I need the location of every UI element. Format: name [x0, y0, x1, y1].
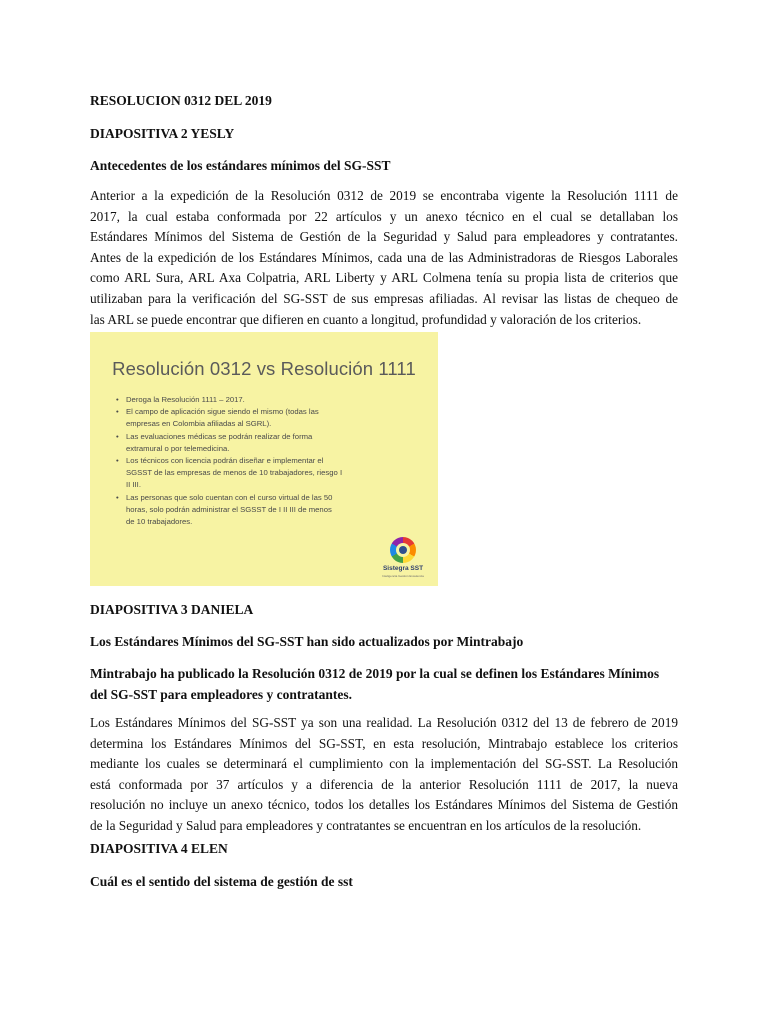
section-heading-antecedentes: Antecedentes de los estándares mínimos del SG-SST: [90, 158, 391, 173]
paragraph-line: resolución no incluye un anexo técnico, todos los detalles los Estándares Mínimos del Sistema de Gestión: [90, 797, 678, 813]
paragraph-line: mediante los cuales se determinará el cumplimiento con la implementación del SG-SST. La Resolución: [90, 756, 678, 772]
paragraph-line: Los Estándares Mínimos del SG-SST ya son una realidad. La Resolución 0312 del 13 de febrero de 2019: [90, 715, 678, 730]
bullet-icon: •: [116, 431, 119, 441]
slide-bullet-item: [116, 455, 421, 492]
slide-image: [90, 332, 438, 586]
document-title: RESOLUCION 0312 DEL 2019: [90, 93, 272, 108]
section-heading-sentido: Cuál es el sentido del sistema de gestión de sst: [90, 874, 353, 889]
logo-name: Sistegra SST: [382, 565, 424, 572]
paragraph-line: del SG-SST para empleadores y contratantes.: [90, 687, 353, 702]
slide-bullet-text: Las personas que solo cuentan con el curso virtual de las 50: [126, 492, 333, 502]
slide-bullet-item: [116, 394, 421, 406]
slide-bullet-text: empresas en Colombia afiliadas al SGRL).: [126, 419, 272, 429]
slide-bullet-text: de 10 trabajadores.: [126, 517, 193, 527]
slide-bullet-text: II III.: [126, 480, 141, 490]
slide-3-heading: DIAPOSITIVA 3 DANIELA: [90, 602, 254, 617]
slide-bullet-list: [116, 394, 421, 528]
logo-tagline: Inteligencia Gestión Excelencia: [382, 574, 424, 578]
paragraph-line: como ARL Sura, ARL Axa Colpatria, ARL Liberty y ARL Colmena tenía su propia lista de criterios que: [90, 270, 678, 286]
paragraph-line: Mintrabajo ha publicado la Resolución 0312 de 2019 por la cual se definen los Estándares Mínimos: [90, 666, 660, 681]
bullet-icon: •: [116, 492, 119, 502]
slide-bullet-text: SGSST de las empresas de menos de 10 trabajadores, riesgo I: [126, 468, 343, 478]
paragraph-estandares: [90, 713, 678, 837]
slide-bullet-text: horas, solo podrán administrar el SGSST de I II III de menos: [126, 504, 332, 514]
bullet-icon: •: [116, 456, 119, 466]
slide-bullet-text: El campo de aplicación sigue siendo el mismo (todas las: [126, 407, 319, 417]
paragraph-line: 2017, la cual estaba conformada por 22 artículos y un anexo técnico en el cual se detallaban los: [90, 208, 678, 224]
slide-bullet-text: Deroga la Resolución 1111 – 2017.: [126, 395, 245, 404]
paragraph-line: de la Seguridad y Salud para empleadores y contratantes se encuentran en los artículos de la resolución.: [90, 817, 642, 833]
paragraph-antecedentes: [90, 186, 678, 330]
slide-title: Resolución 0312 vs Resolución 1111: [112, 358, 416, 379]
slide-bullet-item: [116, 431, 421, 455]
slide-bullet-text: Los técnicos con licencia podrán diseñar e implementar el: [126, 456, 324, 466]
slide-2-heading: DIAPOSITIVA 2 YESLY: [90, 126, 235, 141]
slide-bullet-item: [116, 492, 421, 529]
bold-paragraph-mintrabajo: [90, 663, 678, 705]
slide-4-heading: DIAPOSITIVA 4 ELEN: [90, 841, 228, 856]
sistegra-logo-icon: [390, 537, 416, 563]
paragraph-line: Estándares Mínimos del Sistema de Gestión de la Seguridad y Salud para empleadores y contratantes.: [90, 229, 678, 245]
paragraph-line: determina los Estándares Mínimos del SG-SST, en esta resolución, Mintrabajo establece los criterios: [90, 735, 678, 751]
section-heading-actualizados: Los Estándares Mínimos del SG-SST han sido actualizados por Mintrabajo: [90, 634, 524, 649]
bullet-icon: •: [116, 407, 119, 417]
sistegra-logo: [381, 537, 425, 583]
bullet-icon: •: [116, 395, 119, 404]
paragraph-line: utilizaban para la verificación del SG-SST de sus empresas afiliadas. Al revisar las listas de chequeo de: [90, 290, 678, 306]
paragraph-line: está conformada por 37 artículos y a diferencia de la anterior Resolución 1111 de 2017, la nueva: [90, 776, 678, 792]
paragraph-line: las ARL se puede encontrar que difieren en cuanto a longitud, profundidad y valoración de los criterios.: [90, 311, 642, 327]
slide-bullet-text: extramural o por telemedicina.: [126, 443, 230, 453]
slide-bullet-item: [116, 406, 421, 430]
paragraph-line: Anterior a la expedición de la Resolución 0312 de 2019 se encontraba vigente la Resolución 1111 de: [90, 188, 678, 203]
paragraph-line: Antes de la expedición de los Estándares Mínimos, cada una de las Administradoras de Riesgos Laborales: [90, 249, 678, 265]
slide-bullet-text: Las evaluaciones médicas se podrán realizar de forma: [126, 431, 313, 441]
